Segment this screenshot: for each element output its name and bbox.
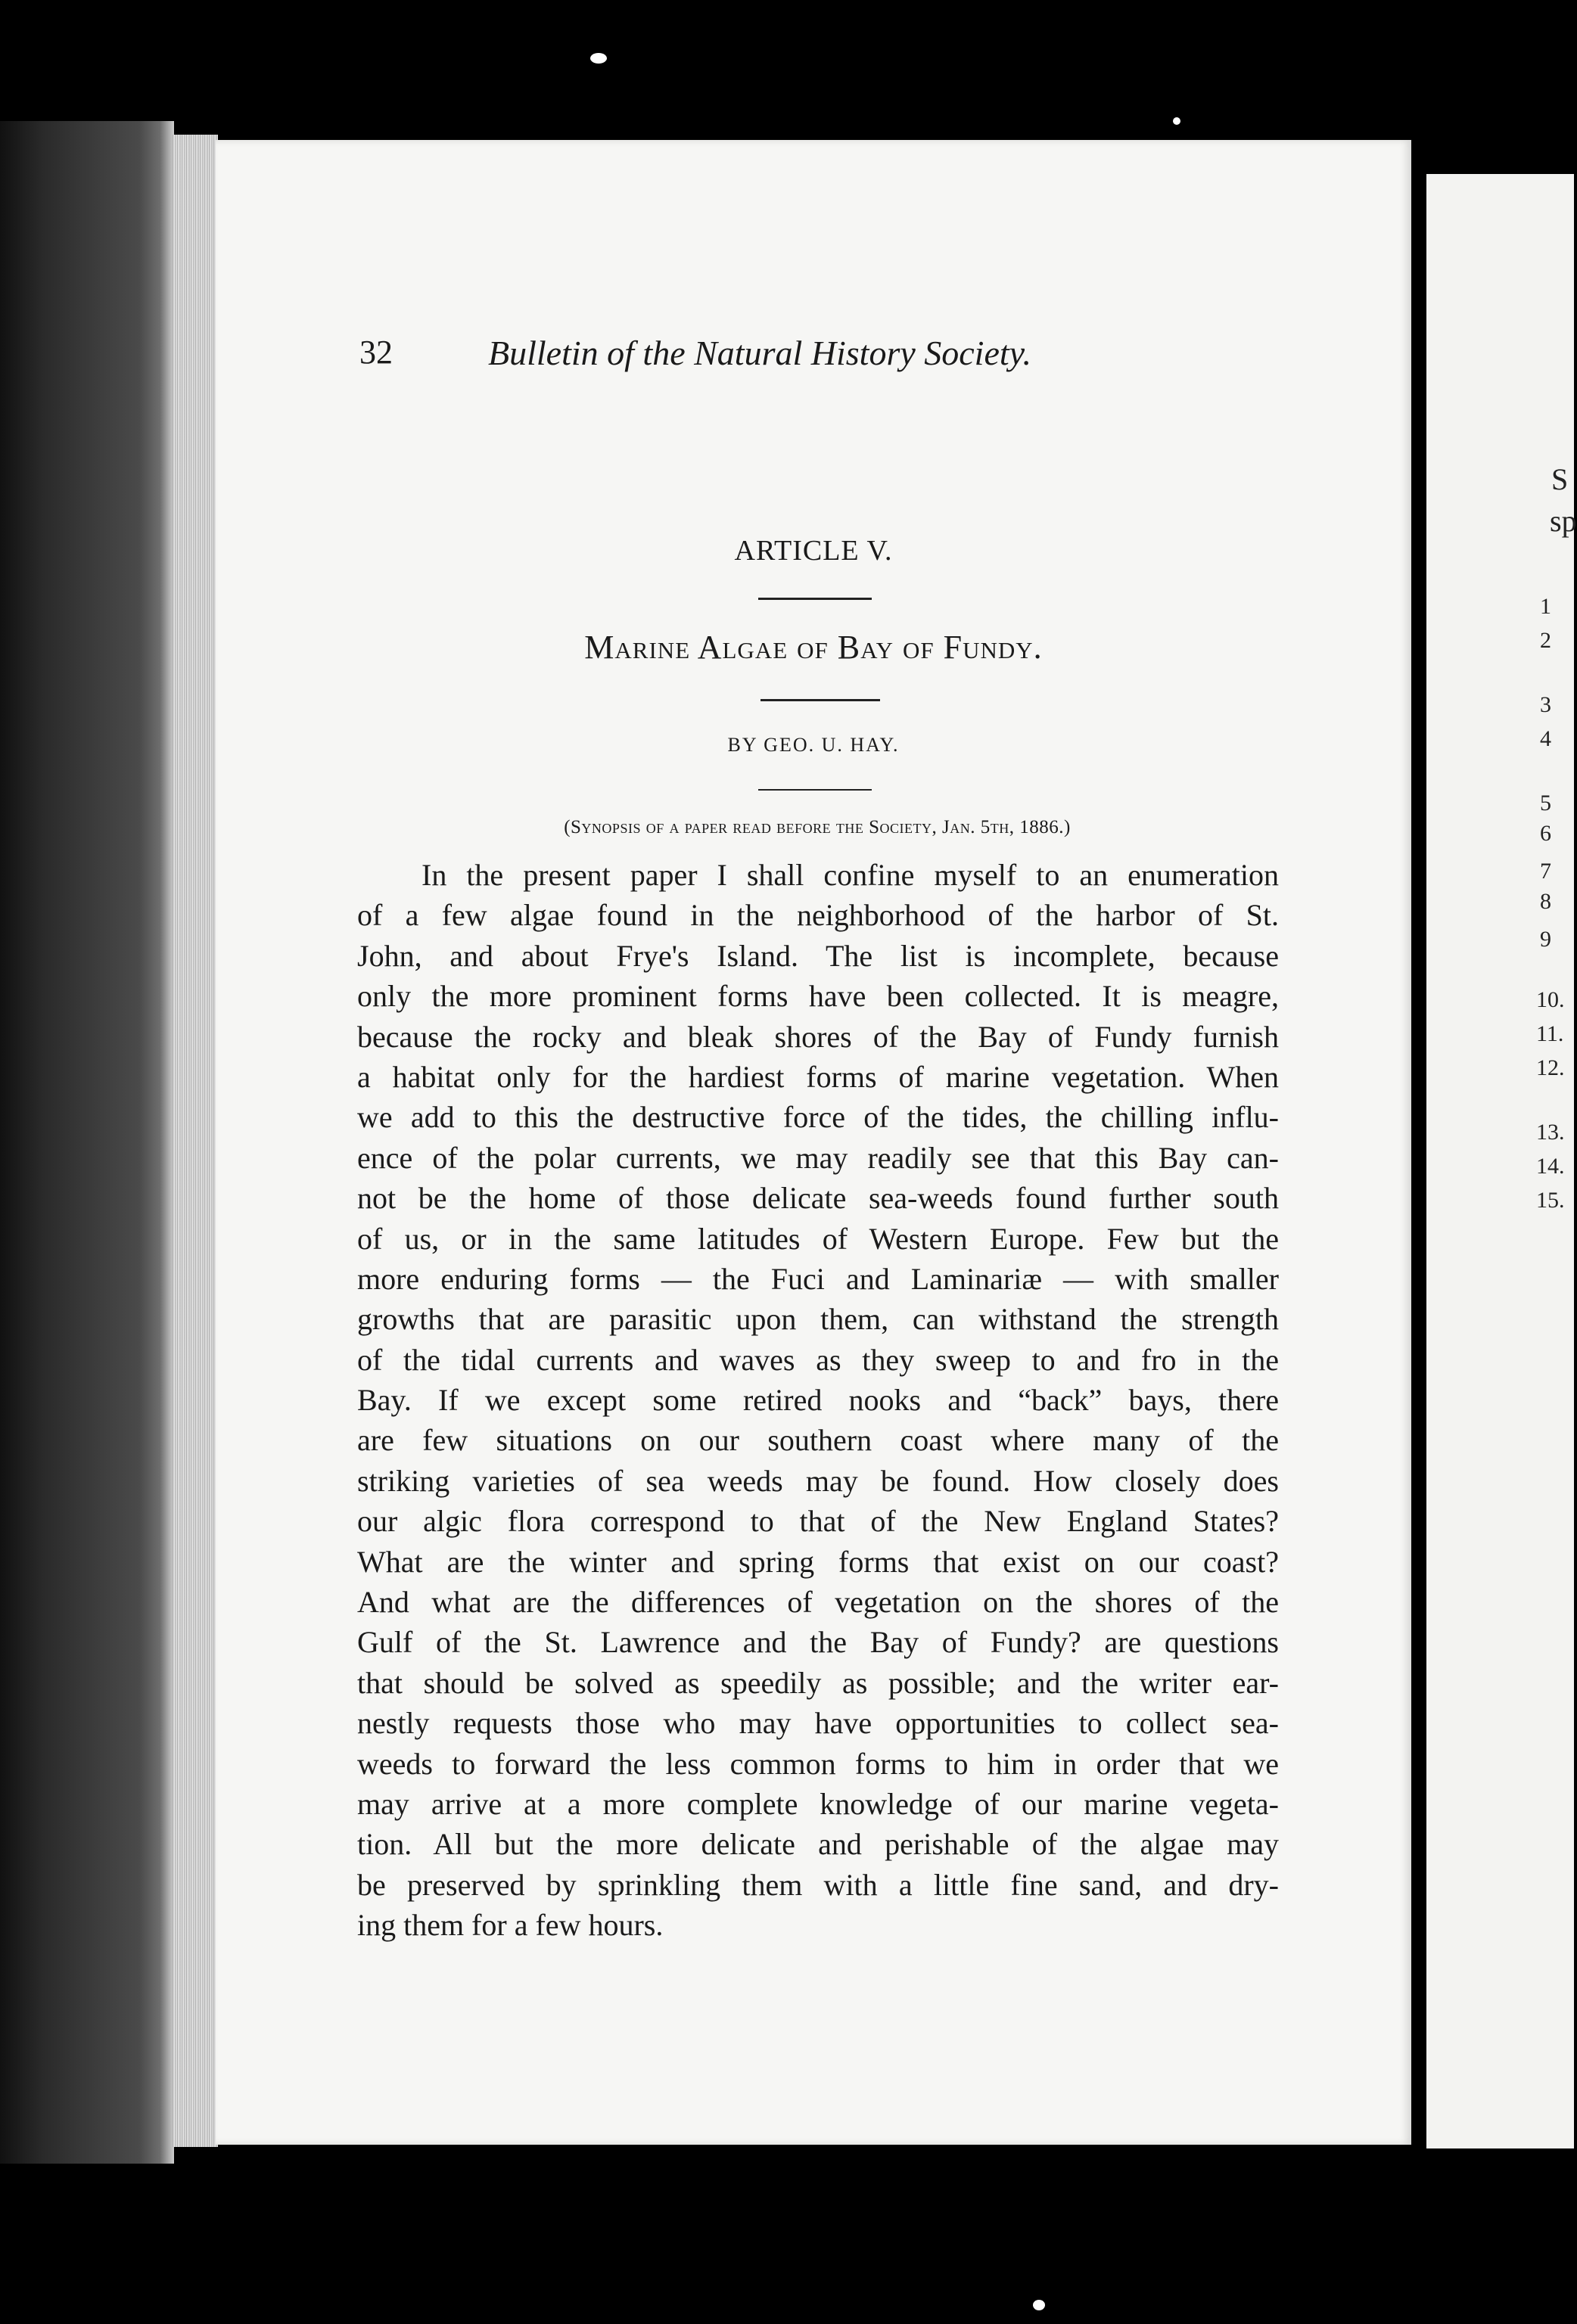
page-edges (173, 135, 218, 2147)
body-line: more enduring forms — the Fuci and Laminariæ — with smaller (357, 1261, 1279, 1296)
facing-number: 9 (1540, 927, 1551, 952)
article-title: Marine Algae of Bay of Fundy. (584, 629, 1043, 666)
facing-number: 3 (1540, 692, 1551, 717)
book-spine (0, 121, 174, 2164)
body-line: weeds to forward the less common forms to him in order that we (357, 1746, 1279, 1781)
body-line: striking varieties of sea weeds may be found. How closely does (357, 1463, 1279, 1498)
body-line: our algic flora correspond to that of the New England States? (357, 1504, 1279, 1539)
body-line: of the tidal currents and waves as they sweep to and fro in the (357, 1342, 1279, 1377)
facing-number: 1 (1540, 594, 1551, 619)
running-title: Bulletin of the Natural History Society. (488, 334, 1032, 372)
body-line: John, and about Frye's Island. The list is incomplete, because (357, 938, 1279, 973)
body-line: may arrive at a more complete knowledge of our marine vegeta- (357, 1786, 1279, 1821)
facing-number: 14. (1536, 1154, 1565, 1179)
facing-number: 11. (1536, 1021, 1564, 1046)
facing-number: 8 (1540, 889, 1551, 914)
body-line: we add to this the destructive force of the tides, the chilling influ- (357, 1100, 1279, 1135)
body-line: nestly requests those who may have opportunities to collect sea- (357, 1706, 1279, 1741)
body-line: of us, or in the same latitudes of Western Europe. Few but the (357, 1221, 1279, 1256)
speck (590, 53, 607, 64)
page-number: 32 (359, 334, 393, 371)
body-line: only the more prominent forms have been collected. It is meagre, (357, 979, 1279, 1014)
synopsis-note: (Synopsis of a paper read before the Society, Jan. 5th, 1886.) (564, 817, 1071, 837)
article-body (357, 855, 1279, 1946)
body-line: of a few algae found in the neighborhood of the harbor of St. (357, 898, 1279, 933)
body-line: And what are the differences of vegetation on the shores of the (357, 1585, 1279, 1620)
running-header (359, 333, 1215, 378)
article-number: ARTICLE V. (734, 535, 893, 567)
facing-number: 5 (1540, 791, 1551, 816)
body-line: In the present paper I shall confine myself to an enumeration (421, 858, 1279, 892)
divider (758, 598, 872, 600)
body-line: Bay. If we except some retired nooks and “back” bays, there (357, 1383, 1279, 1418)
body-line: are few situations on our southern coast where many of the (357, 1423, 1279, 1458)
body-line: not be the home of those delicate sea-weeds found further south (357, 1181, 1279, 1216)
facing-number: 12. (1536, 1055, 1565, 1080)
facing-number: 15. (1536, 1188, 1565, 1213)
facing-number: 4 (1540, 726, 1551, 751)
byline: BY GEO. U. HAY. (727, 734, 900, 756)
divider (758, 789, 872, 791)
divider (761, 699, 880, 701)
body-line: that should be solved as speedily as possible; and the writer ear- (357, 1665, 1279, 1700)
facing-number: 13. (1536, 1120, 1565, 1145)
body-line: a habitat only for the hardiest forms of marine vegetation. When (357, 1059, 1279, 1094)
body-line: be preserved by sprinkling them with a little fine sand, and dry- (357, 1867, 1279, 1902)
body-line: tion. All but the more delicate and perishable of the algae may (357, 1827, 1279, 1862)
body-line: What are the winter and spring forms that exist on our coast? (357, 1544, 1279, 1579)
body-line: because the rocky and bleak shores of the Bay of Fundy furnish (357, 1019, 1279, 1054)
body-line: growths that are parasitic upon them, can withstand the strength (357, 1302, 1279, 1337)
facing-letter: S (1551, 462, 1569, 496)
facing-number: 7 (1540, 859, 1551, 884)
facing-number: 2 (1540, 628, 1551, 653)
facing-number: 10. (1536, 987, 1565, 1012)
speck (1033, 2300, 1045, 2310)
body-line: ence of the polar currents, we may readily see that this Bay can- (357, 1140, 1279, 1175)
body-line: Gulf of the St. Lawrence and the Bay of Fundy? are questions (357, 1625, 1279, 1660)
facing-letter: sp (1550, 504, 1577, 538)
facing-number: 6 (1540, 821, 1551, 846)
speck (1173, 117, 1180, 125)
body-line: ing them for a few hours. (357, 1908, 664, 1943)
